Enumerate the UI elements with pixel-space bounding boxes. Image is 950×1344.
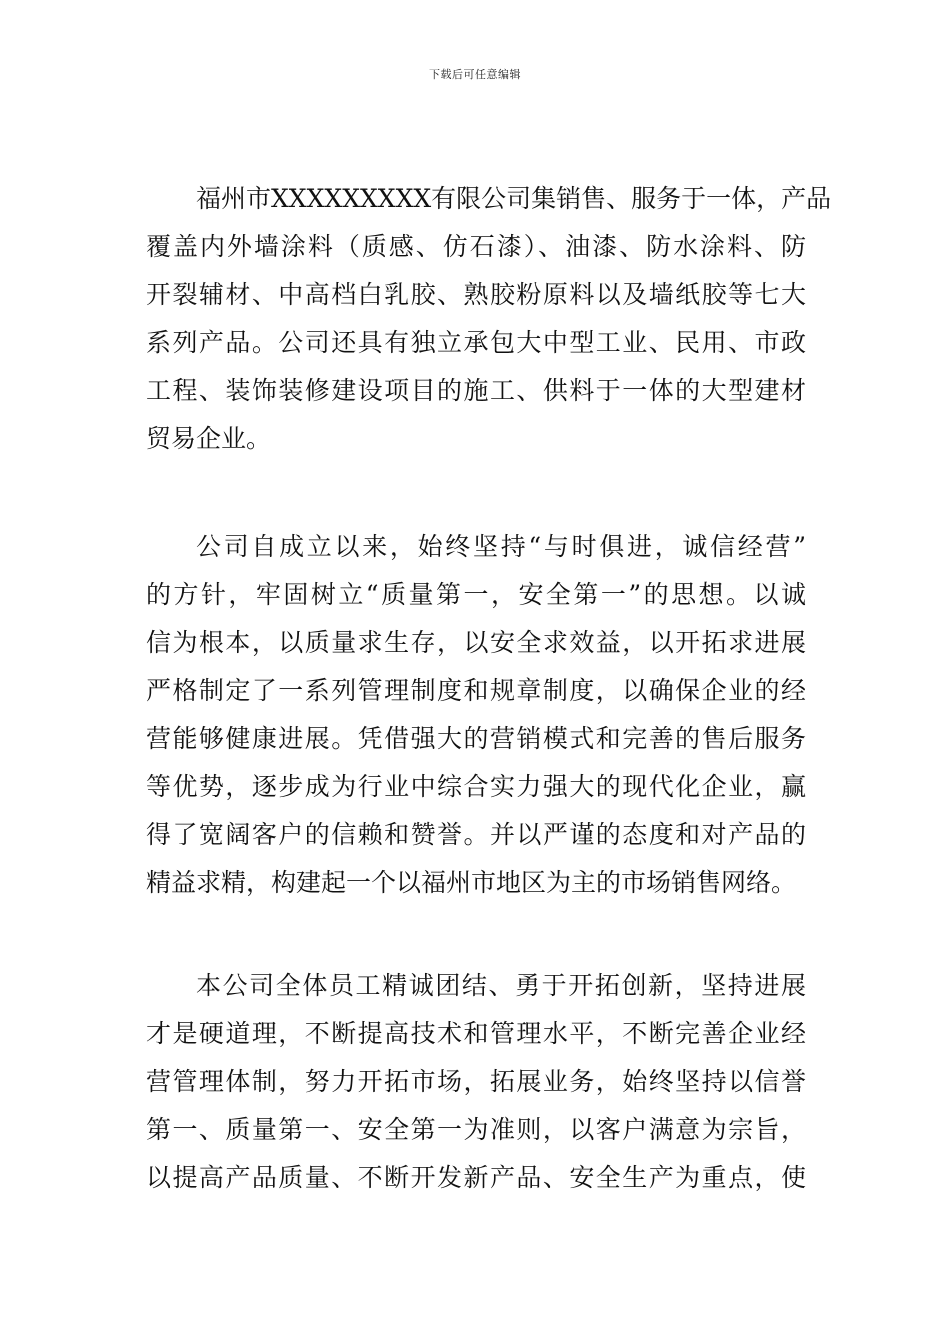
text-line: 系列产品。公司还具有独立承包大中型工业、民用、市政 xyxy=(146,328,806,357)
text-line: 才是硬道理，不断提高技术和管理水平，不断完善企业经 xyxy=(146,1019,806,1048)
text-line: 第一、质量第一、安全第一为准则，以客户满意为宗旨， xyxy=(146,1115,806,1144)
text-line: 信为根本，以质量求生存，以安全求效益，以开拓求进展 xyxy=(146,628,806,657)
text-line: 以提高产品质量、不断开发新产品、安全生产为重点，使 xyxy=(146,1163,806,1192)
text-line: 营管理体制，努力开拓市场，拓展业务，始终坚持以信誉 xyxy=(146,1067,806,1096)
text-line: 得了宽阔客户的信赖和赞誉。并以严谨的态度和对产品的 xyxy=(146,820,806,849)
text-line: 营能够健康进展。凭借强大的营销模式和完善的售后服务 xyxy=(146,724,806,753)
paragraph-3 xyxy=(146,962,806,1202)
text-line: 福州市XXXXXXXXX有限公司集销售、服务于一体，产品 xyxy=(196,184,832,213)
paragraph-1 xyxy=(146,175,832,463)
text-line: 公司自成立以来，始终坚持“与时俱进，诚信经营” xyxy=(196,532,806,561)
text-line: 工程、装饰装修建设项目的施工、供料于一体的大型建材 xyxy=(146,376,806,405)
text-line: 开裂辅材、中高档白乳胶、熟胶粉原料以及墙纸胶等七大 xyxy=(146,280,806,309)
paragraph-2 xyxy=(146,523,806,907)
text-line: 等优势，逐步成为行业中综合实力强大的现代化企业，赢 xyxy=(146,772,806,801)
text-line: 精益求精，构建起一个以福州市地区为主的市场销售网络。 xyxy=(146,868,797,897)
page-header: 下载后可任意编辑 xyxy=(429,68,521,81)
text-line: 的方针，牢固树立“质量第一，安全第一”的思想。以诚 xyxy=(146,580,806,609)
text-line: 贸易企业。 xyxy=(146,424,272,453)
text-line: 严格制定了一系列管理制度和规章制度，以确保企业的经 xyxy=(146,676,806,705)
text-line: 本公司全体员工精诚团结、勇于开拓创新，坚持进展 xyxy=(196,971,806,1000)
text-line: 覆盖内外墙涂料（质感、仿石漆）、油漆、防水涂料、防 xyxy=(146,232,806,261)
